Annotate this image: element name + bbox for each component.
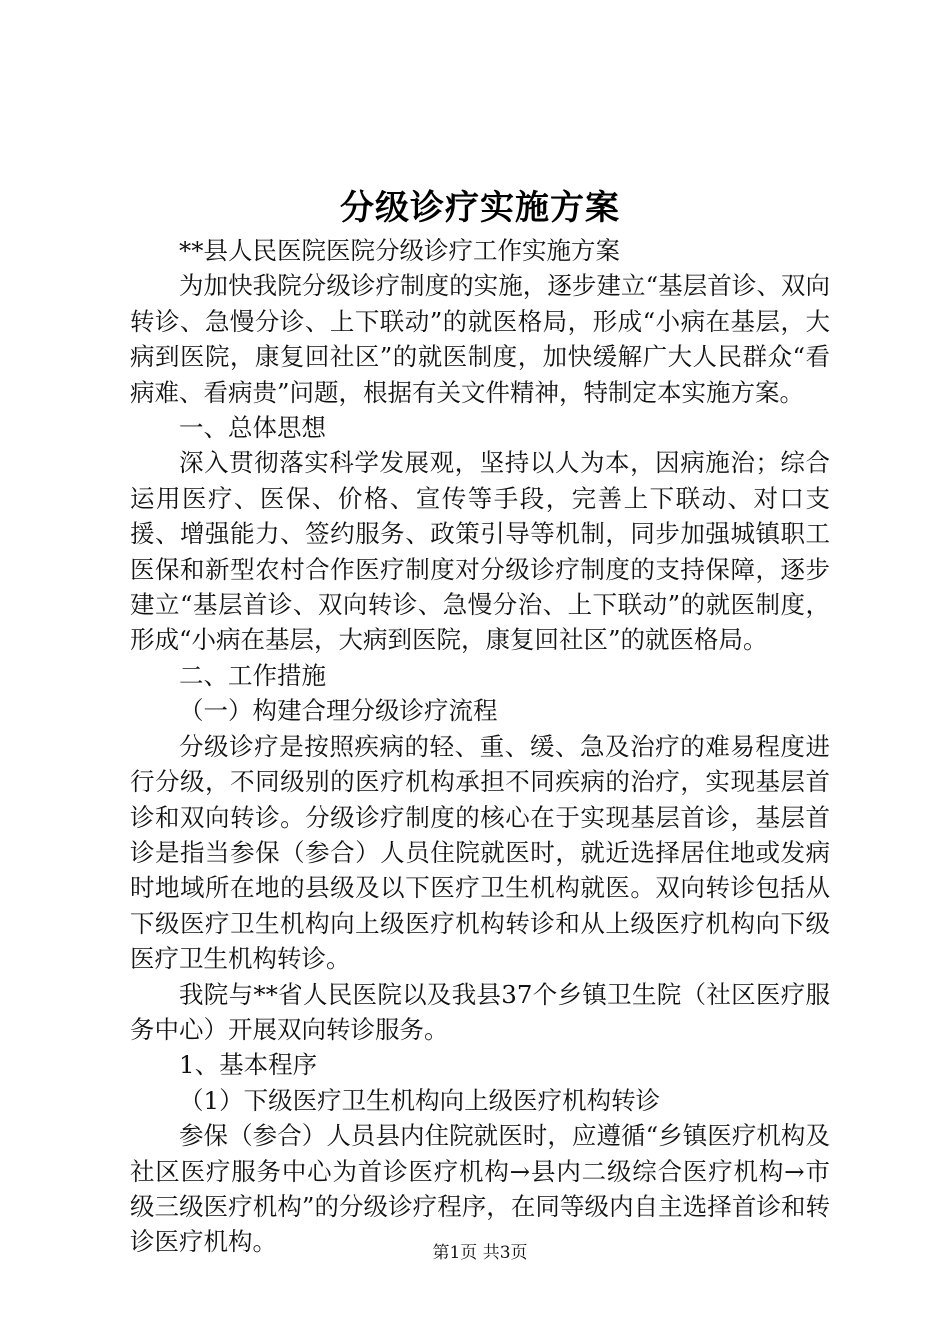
paragraph-procedure: 参保（参合）人员县内住院就医时，应遵循“乡镇医疗机构及社区医疗服务中心为首诊医疗机构→县内二级综合医疗机构→市级三级医疗机构”的分级诊疗程序，在同等级内自主选择首诊和转诊医疗机构。 (130, 1121, 830, 1257)
section-heading-1: 一、总体思想 (179, 413, 326, 443)
document-body (130, 233, 830, 1260)
paragraph-tiered-care: 分级诊疗是按照疾病的轻、重、缓、急及治疗的难易程度进行分级，不同级别的医疗机构承担不同疾病的治疗，实现基层首诊和双向转诊。分级诊疗制度的核心在于实现基层首诊，基层首诊是指当参保（参合）人员住院就医时，就近选择居住地或发病时地域所在地的县级及以下医疗卫生机构就医。双向转诊包括从下级医疗卫生机构向上级医疗机构转诊和从上级医疗机构向下级医疗卫生机构转诊。 (130, 731, 830, 974)
item-heading-1: 1、基本程序 (179, 1050, 318, 1080)
paragraph-overall: 深入贯彻落实科学发展观，坚持以人为本，因病施治；综合运用医疗、医保、价格、宣传等手段，完善上下联动、对口支援、增强能力、签约服务、政策引导等机制，同步加强城镇职工医保和新型农村合作医疗制度对分级诊疗制度的支持保障，逐步建立“基层首诊、双向转诊、急慢分治、上下联动”的就医制度，形成“小病在基层，大病到医院，康复回社区”的就医格局。 (130, 448, 830, 655)
page-indicator: 第1页 共3页 (432, 1243, 528, 1263)
paragraph-intro: 为加快我院分级诊疗制度的实施，逐步建立“基层首诊、双向转诊、急慢分诊、上下联动”的就医格局，形成“小病在基层，大病到医院，康复回社区”的就医制度，加快缓解广大人民群众“看病难、看病贵”问题，根据有关文件精神，特制定本实施方案。 (130, 271, 830, 407)
document-title: 分级诊疗实施方案 (340, 188, 620, 228)
paragraph-subtitle: **县人民医院医院分级诊疗工作实施方案 (179, 236, 620, 265)
section-heading-2: 二、工作措施 (179, 660, 326, 690)
subsection-heading-1: （一）构建合理分级诊疗流程 (179, 696, 498, 726)
paragraph-referral-partners: 我院与**省人民医院以及我县37个乡镇卫生院（社区医疗服务中心）开展双向转诊服务。 (130, 979, 830, 1044)
item-subheading-1: （1）下级医疗卫生机构向上级医疗机构转诊 (179, 1085, 661, 1115)
